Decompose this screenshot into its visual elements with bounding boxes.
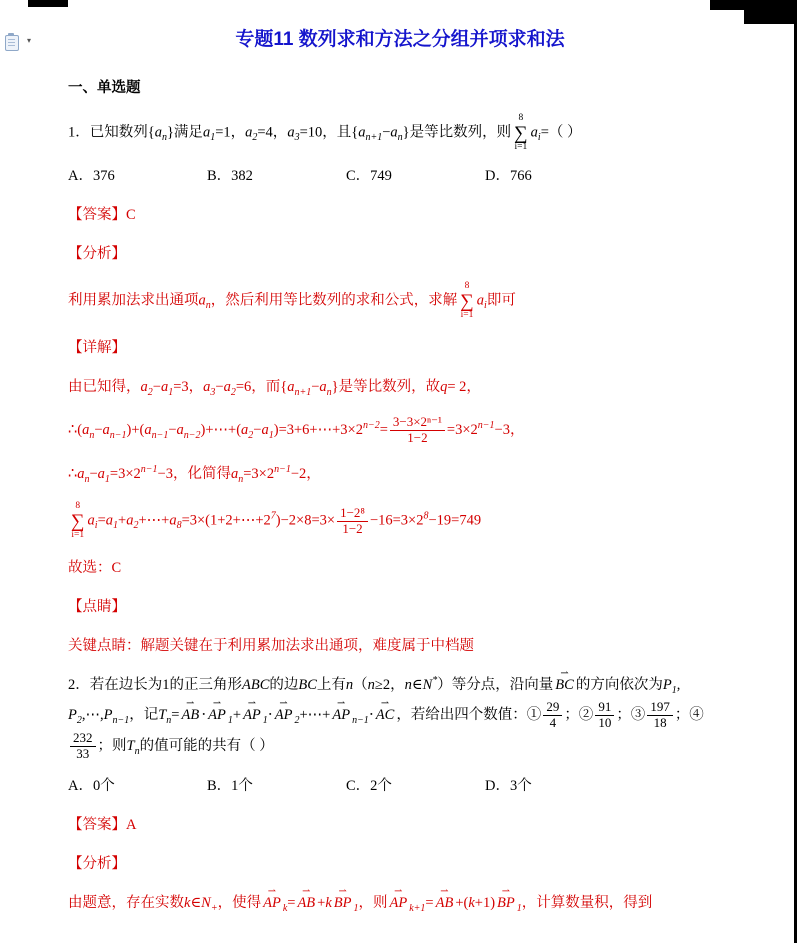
text-run: 【分析】 [68, 246, 126, 262]
math-variable: a [261, 422, 269, 438]
text-run: ）等分点，沿向量 [437, 677, 554, 694]
math-subscript: n−2 [183, 429, 201, 441]
math-variable: a [476, 292, 485, 309]
text-run: +1) [474, 895, 496, 912]
text-run: ，然后利用等比数列的求和公式，求解 [210, 292, 458, 309]
fraction [595, 700, 614, 731]
option-label: D．3个 [485, 778, 532, 795]
analysis-1-text [68, 282, 732, 320]
text-run: ，若给出四个数值：① [396, 707, 542, 724]
math-subscript: i [484, 300, 487, 312]
fraction-numerator: 29 [543, 700, 562, 716]
math-subscript: i [537, 132, 541, 144]
sum-lower-limit: i=1 [460, 309, 474, 320]
math-subscript: 2 [252, 132, 258, 144]
fraction [647, 700, 673, 731]
text-run: +⋯+ [299, 707, 331, 724]
math-variable: a [140, 379, 148, 395]
math-superscript: n−1 [140, 464, 158, 476]
math-subscript: 2 [147, 386, 153, 398]
question-1-options [68, 161, 732, 191]
document-title: 专题11 数列求和方法之分组并项求和法 [235, 29, 565, 50]
math-variable: a [126, 512, 134, 529]
text-run: ；则 [97, 738, 127, 755]
fraction-numerator: 232 [70, 731, 96, 747]
text-run: )+⋯+( [200, 422, 242, 438]
text-run: 一、单选题 [68, 80, 141, 96]
math-subscript: 1 [268, 429, 274, 441]
text-run: 的值可能的共有（ ） [139, 738, 274, 755]
option-label: A．376 [68, 168, 115, 184]
fraction [70, 731, 96, 762]
text-run: + [118, 512, 127, 529]
text-run: )+( [126, 422, 145, 438]
sigma-symbol: ∑ [460, 290, 474, 312]
text-run: 【答案】A [68, 817, 137, 834]
math-variable: a [198, 292, 206, 309]
text-run: }是等比数列，则 [402, 124, 512, 141]
text-run: =3×(1+2+⋯+2 [181, 512, 271, 529]
text-run: 故选：C [68, 560, 122, 577]
math-variable: a [202, 124, 211, 141]
text-run: − [168, 422, 177, 438]
math-subscript: 8 [176, 520, 182, 532]
math-variable: a [87, 512, 95, 529]
math-subscript: 1 [227, 715, 233, 726]
text-run: + [317, 895, 326, 912]
math-subscript: 1 [168, 386, 174, 398]
math-variable: a [82, 422, 90, 438]
text-run: −19=749 [428, 512, 482, 529]
clipboard-icon [5, 35, 19, 51]
math-variable: P [68, 707, 77, 724]
detail-1-label [68, 333, 732, 363]
document-content [68, 24, 732, 927]
vector-symbol: ⇀ AB [297, 888, 315, 918]
math-variable: a [319, 379, 327, 395]
text-run: 利用累加法求出通项 [68, 292, 199, 309]
detail-1-line-2 [68, 415, 732, 446]
text-run: =（ ） [540, 124, 582, 141]
text-run: − [215, 379, 224, 395]
math-subscript: 2 [248, 429, 254, 441]
math-variable: a [203, 379, 211, 395]
vector-symbol: ⇀ AP [390, 888, 408, 918]
math-subscript: n+1 [294, 386, 312, 398]
math-subscript: 2 [133, 520, 139, 532]
math-subscript: 1 [262, 715, 268, 726]
text-run: ；④ [674, 707, 704, 724]
option-label: A．0个 [68, 778, 115, 795]
math-variable: k [325, 895, 332, 912]
text-run: 关键点睛：解题关键在于利用累加法求出通项，难度属于中档题 [68, 638, 474, 655]
text-run: 的方向依次为 [575, 677, 663, 694]
text-run: ⋅ [368, 707, 374, 724]
text-run: ∈ [190, 895, 202, 912]
math-subscript: n−1 [151, 429, 169, 441]
math-superscript: n−1 [274, 464, 291, 476]
text-run: （ [353, 677, 368, 694]
sigma-sum [514, 114, 528, 152]
math-variable: n [367, 677, 375, 694]
vector-symbol: ⇀ AP [243, 700, 261, 730]
sigma-sum [460, 282, 474, 320]
text-run: =4， [257, 124, 288, 141]
text-run: =3×2 [446, 422, 478, 438]
text-run: ，计算数量积，得到 [521, 895, 653, 912]
math-variable: T [158, 707, 167, 724]
text-run: 【点睛】 [68, 599, 126, 616]
question-2-stem [68, 670, 732, 762]
vector-symbol: ⇀ AP [275, 700, 293, 730]
vector-symbol: ⇀ AC [376, 700, 395, 730]
math-subscript: 3 [210, 386, 216, 398]
math-variable: n [404, 677, 412, 694]
text-run: ,⋯, [81, 707, 104, 724]
math-variable: N [422, 677, 433, 694]
math-variable: a [144, 422, 152, 438]
fraction-numerator: 91 [595, 700, 614, 716]
text-run: }满足 [166, 124, 203, 141]
text-run: ；② [564, 707, 594, 724]
math-variable: a [287, 124, 295, 141]
document-body [68, 73, 732, 918]
vector-symbol: ⇀ AP [208, 700, 226, 730]
math-subscript: n−1 [352, 715, 369, 726]
math-variable: a [287, 379, 295, 395]
text-run: =3×2 [243, 466, 275, 483]
math-variable: a [390, 124, 398, 141]
text-run: =10，且{ [299, 124, 359, 141]
text-run: 上有 [316, 677, 346, 694]
fraction-denominator: 33 [76, 746, 90, 762]
text-run: ≥2， [374, 677, 405, 694]
vector-symbol: ⇀ AP [263, 888, 281, 918]
math-subscript: n [397, 132, 403, 144]
math-superscript: n−2 [362, 420, 380, 432]
analysis-1-label [68, 239, 732, 269]
conclusion-1 [68, 553, 732, 583]
fraction-denominator: 1−2 [342, 520, 363, 536]
answer-2 [68, 810, 732, 840]
math-superscript: 7 [270, 510, 276, 522]
text-run: ∈ [411, 677, 423, 694]
math-subscript: + [210, 903, 218, 915]
math-subscript: n [205, 300, 211, 312]
text-run: }是等比数列，故 [331, 379, 441, 395]
answer-1 [68, 200, 732, 230]
text-run: − [253, 422, 262, 438]
sum-lower-limit: i=1 [71, 529, 85, 540]
math-subscript: n−1 [109, 429, 127, 441]
math-variable: P [103, 707, 113, 724]
math-subscript: n [161, 132, 167, 144]
question-2-options [68, 771, 732, 801]
text-run: − [152, 379, 161, 395]
fraction [543, 700, 562, 731]
math-variable: a [154, 124, 162, 141]
detail-1-line-3 [68, 459, 732, 489]
math-variable: BC [298, 677, 317, 694]
sigma-symbol: ∑ [514, 122, 528, 144]
math-variable: a [230, 466, 239, 483]
math-subscript: 3 [294, 132, 300, 144]
text-run: 即可 [486, 292, 516, 309]
math-subscript: i [94, 520, 98, 532]
text-run: ，使得 [217, 895, 262, 912]
math-subscript: 1 [104, 474, 110, 485]
text-run: )=3+6+⋯+3×2 [273, 422, 363, 438]
math-subscript: 1 [516, 903, 522, 915]
math-subscript: n [89, 429, 95, 441]
math-subscript: n−1 [112, 715, 130, 726]
vector-symbol: ⇀ BC [555, 670, 574, 700]
fraction-denominator: 10 [598, 715, 612, 731]
math-variable: a [530, 124, 538, 141]
text-run: 【答案】C [68, 207, 136, 223]
text-run: − [311, 379, 320, 395]
math-subscript: 2 [230, 386, 236, 398]
paste-options-button[interactable] [5, 34, 33, 52]
text-run: = [379, 422, 388, 438]
text-run: ∴( [68, 422, 83, 438]
fraction-numerator: 197 [647, 700, 673, 716]
option-label: B．382 [207, 168, 253, 184]
math-subscript: k [282, 903, 288, 915]
text-run: ；③ [616, 707, 646, 724]
math-superscript: * [432, 675, 438, 687]
sigma-sum [71, 502, 85, 540]
text-run: − [94, 422, 103, 438]
math-variable: a [77, 466, 85, 483]
math-subscript: 1 [353, 903, 359, 915]
math-superscript: 8 [423, 510, 429, 522]
fraction-denominator: 4 [549, 715, 557, 731]
page-edge-top-right-corner [744, 0, 797, 24]
text-run: −3， [494, 422, 525, 438]
math-subscript: n+1 [365, 132, 383, 144]
text-run: = [287, 895, 296, 912]
math-subscript: 1 [113, 520, 119, 532]
text-run: −16=3×2 [369, 512, 424, 529]
math-variable: q [440, 379, 448, 395]
math-subscript: 2 [294, 715, 300, 726]
text-run: −2， [290, 466, 321, 483]
sigma-symbol: ∑ [71, 510, 85, 532]
text-run: 由题意，存在实数 [68, 895, 184, 912]
math-subscript: 2 [76, 715, 82, 726]
math-variable: k [184, 895, 191, 912]
analysis-2-text [68, 888, 732, 918]
text-run: = [425, 895, 434, 912]
detail-1-line-4 [68, 502, 732, 540]
vector-symbol: ⇀ AB [181, 700, 199, 730]
page-edge-top-left [28, 0, 68, 7]
math-subscript: n [134, 746, 140, 758]
math-variable: ABC [242, 677, 270, 694]
sum-upper-limit: 8 [75, 501, 81, 512]
text-run: =3， [173, 379, 204, 395]
chevron-down-icon: ▾ [26, 36, 31, 45]
text-run: 2．若在边长为1的正三角形 [68, 677, 242, 694]
detail-1-line-1 [68, 372, 732, 402]
math-subscript: n [84, 474, 90, 485]
vector-symbol: ⇀ AP [332, 700, 350, 730]
math-subscript: k+1 [409, 903, 426, 915]
math-variable: a [176, 422, 184, 438]
math-subscript: 1 [210, 132, 216, 144]
text-run: = [97, 512, 106, 529]
text-run: +( [455, 895, 469, 912]
vector-symbol: ⇀ AB [436, 888, 454, 918]
fraction [337, 506, 368, 537]
option-label: B．1个 [207, 778, 253, 795]
tip-1-label [68, 592, 732, 622]
text-run: = [171, 707, 180, 724]
math-subscript: n [166, 715, 172, 726]
option-label: C．2个 [346, 778, 392, 795]
vector-symbol: ⇀ BP [334, 888, 352, 918]
math-variable: a [102, 422, 110, 438]
text-run: , [676, 677, 681, 694]
fraction-denominator: 18 [653, 715, 667, 731]
text-run: 1．已知数列{ [68, 124, 155, 141]
fraction-numerator: 3−3×2ⁿ⁻¹ [390, 415, 445, 431]
math-variable: T [126, 738, 135, 755]
vector-symbol: ⇀ BP [497, 888, 515, 918]
text-run: 【详解】 [68, 340, 126, 356]
option-label: C．749 [346, 168, 392, 184]
text-run: −3，化简得 [157, 466, 231, 483]
text-run: +⋯+ [138, 512, 170, 529]
math-variable: a [358, 124, 366, 141]
math-subscript: n [326, 386, 332, 398]
text-run: ⋅ [201, 707, 207, 724]
sum-lower-limit: i=1 [514, 141, 528, 152]
text-run: 【分析】 [68, 856, 126, 873]
text-run: − [89, 466, 98, 483]
text-run: − [382, 124, 391, 141]
text-run: =3×2 [109, 466, 141, 483]
fraction [390, 415, 445, 446]
math-variable: a [169, 512, 177, 529]
text-run: ，记 [129, 707, 159, 724]
math-variable: a [97, 466, 105, 483]
text-run: = 2， [447, 379, 481, 395]
text-run: =6，而{ [235, 379, 288, 395]
sum-upper-limit: 8 [518, 113, 524, 123]
math-variable: a [223, 379, 231, 395]
math-variable: a [241, 422, 249, 438]
math-variable: a [160, 379, 169, 395]
question-1-stem [68, 114, 732, 152]
text-run: ∴ [68, 466, 78, 483]
math-subscript: n [238, 474, 244, 485]
section-heading [68, 73, 732, 103]
text-run: 由已知得， [68, 379, 141, 395]
text-run: 的边 [269, 677, 299, 694]
text-run: + [232, 707, 242, 724]
math-variable: n [345, 677, 354, 694]
analysis-2-label [68, 849, 732, 879]
math-subscript: 1 [671, 685, 677, 696]
math-variable: a [245, 124, 253, 141]
fraction-numerator: 1−2⁸ [337, 506, 368, 522]
text-run: )−2×8=3× [275, 512, 336, 529]
text-run: ，则 [358, 895, 388, 912]
fraction-denominator: 1−2 [407, 430, 428, 446]
sum-upper-limit: 8 [464, 281, 470, 291]
text-run: =1， [215, 124, 246, 141]
option-label: D．766 [485, 168, 532, 184]
math-variable: a [105, 512, 114, 529]
math-variable: N [201, 895, 211, 912]
math-superscript: n−1 [477, 420, 495, 432]
math-variable: k [468, 895, 475, 912]
text-run: ⋅ [267, 707, 273, 724]
tip-1-text [68, 631, 732, 661]
math-variable: P [662, 677, 672, 694]
